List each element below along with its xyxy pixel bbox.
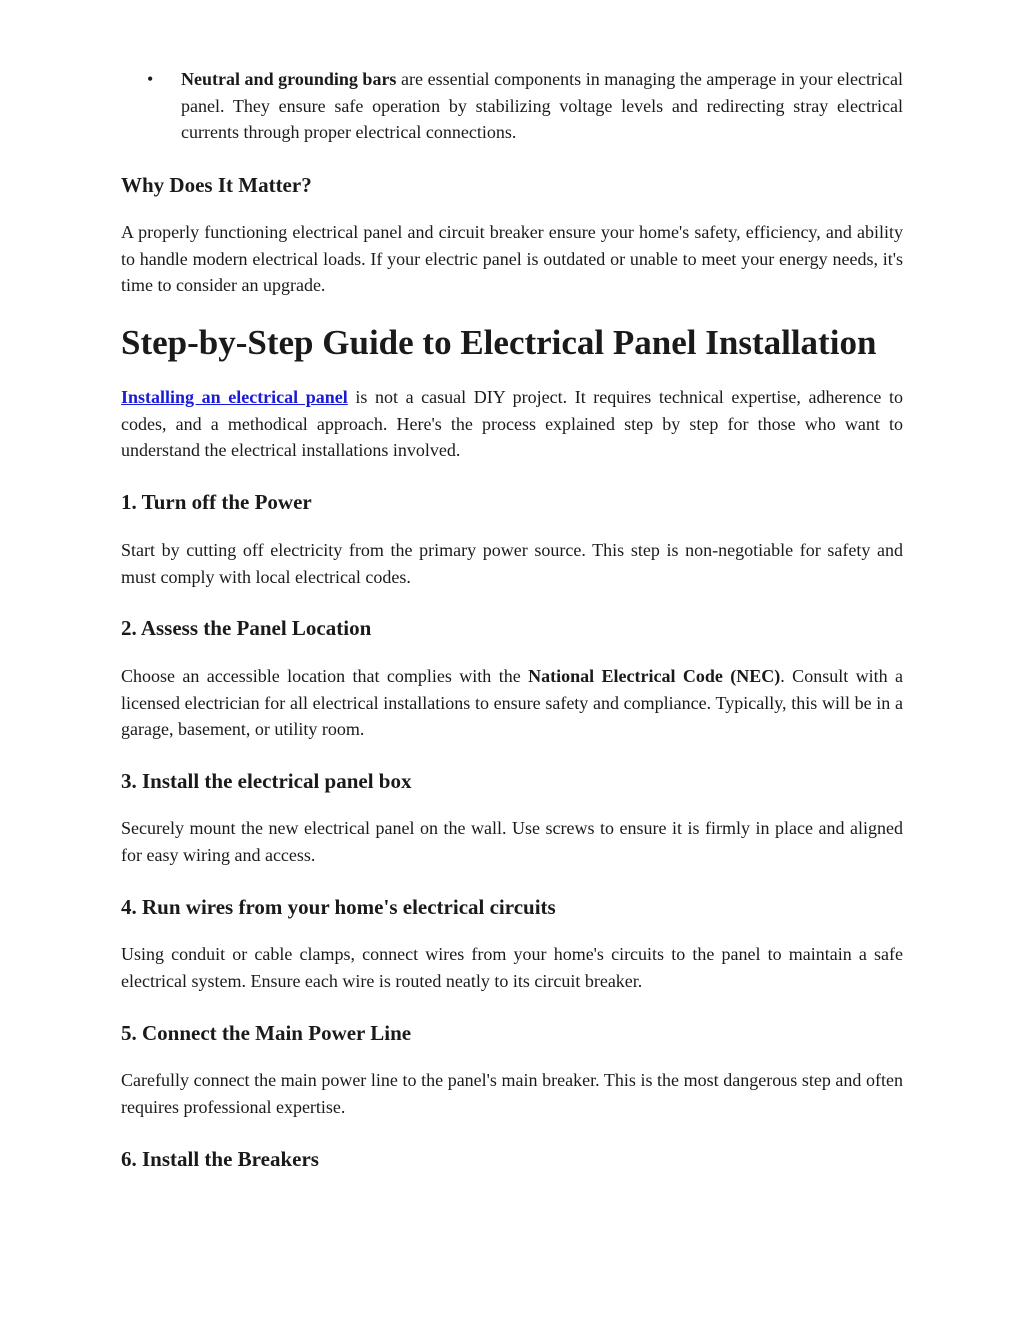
bullet-bold-term: Neutral and grounding bars — [181, 69, 397, 89]
step-2-text-post: . Consult with a licensed electrician for all electrical installations to ensure safety and compliance. Typically, this will be in a garage, basement, or utility room. — [121, 666, 903, 739]
section-title: Step-by-Step Guide to Electrical Panel Installation — [121, 323, 877, 362]
step-4-text: Using conduit or cable clamps, connect wires from your home's circuits to the panel to maintain a safe electrical system. Ensure each wire is routed neatly to its circuit breaker. — [121, 944, 903, 991]
step-5-text: Carefully connect the main power line to the panel's main breaker. This is the most dangerous step and often requires professional expertise. — [121, 1070, 903, 1117]
heading-why-matter: Why Does It Matter? — [121, 173, 312, 197]
paragraph-why-text: A properly functioning electrical panel and circuit breaker ensure your home's safety, efficiency, and ability to handle modern electrical loads. If your electric panel is outdated or unable to meet your energy needs, it's time to consider an upgrade. — [121, 222, 903, 295]
heading-step-5: 5. Connect the Main Power Line — [121, 1021, 412, 1045]
paragraph-why-matter — [121, 219, 903, 299]
paragraph-step-2 — [121, 663, 903, 743]
guide-intro-text: is not a casual DIY project. It requires technical expertise, adherence to codes, and a methodical approach. Here's the process explained step by step for those who want to understand the electrical installations involved. — [121, 387, 904, 460]
heading-step-3: 3. Install the electrical panel box — [121, 769, 412, 793]
heading-step-1: 1. Turn off the Power — [121, 490, 312, 514]
bullet-item-neutral-grounding — [121, 66, 903, 146]
paragraph-step-5 — [121, 1067, 903, 1120]
step-3-text: Securely mount the new electrical panel on the wall. Use screws to ensure it is firmly in place and aligned for easy wiring and access. — [121, 818, 903, 865]
heading-step-4: 4. Run wires from your home's electrical circuits — [121, 895, 556, 919]
bullet-dot: • — [147, 69, 154, 89]
step-2-text-pre: Choose an accessible location that complies with the — [121, 666, 529, 686]
step-2-bold-nec: National Electrical Code (NEC) — [528, 666, 781, 686]
paragraph-guide-intro — [121, 384, 903, 464]
paragraph-step-4 — [121, 941, 903, 994]
installing-panel-link[interactable]: Installing an electrical panel — [121, 387, 348, 407]
bullet-paragraph — [181, 66, 903, 146]
heading-step-6: 6. Install the Breakers — [121, 1147, 319, 1171]
paragraph-step-3 — [121, 815, 903, 868]
paragraph-step-1 — [121, 537, 903, 590]
bullet-text: are essential components in managing the amperage in your electrical panel. They ensure safe operation by stabilizing voltage levels and redirecting stray electrical currents through proper electrical connections. — [181, 69, 904, 142]
step-1-text: Start by cutting off electricity from the primary power source. This step is non-negotiable for safety and must comply with local electrical codes. — [121, 540, 903, 587]
heading-step-2: 2. Assess the Panel Location — [121, 616, 372, 640]
